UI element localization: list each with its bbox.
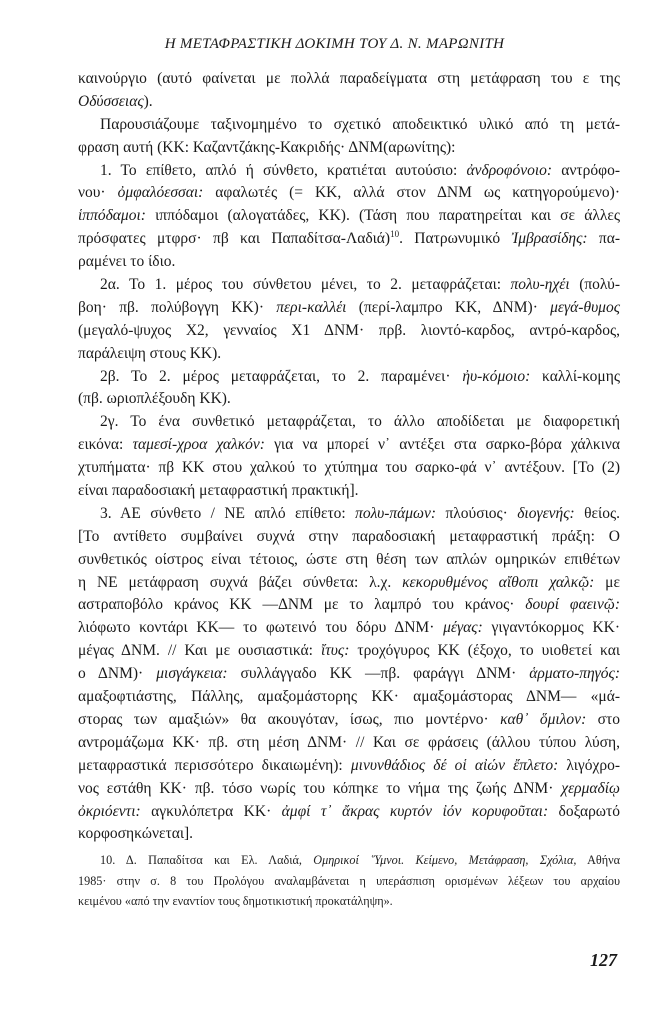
text-line (78, 366, 620, 389)
text-segment: αντρομάζωμα ΚΚ· πβ. στη μέση ΔΝΜ· // Και σε φράσεις (άλλου τύπου λύση, (78, 733, 620, 751)
text-segment: λιγόχρο- (558, 756, 621, 774)
text-line (78, 182, 620, 205)
text-line (78, 549, 620, 572)
emphasized-text: ἀνδροφόνοιο: (466, 161, 553, 179)
emphasized-text: περι-καλλέι (276, 298, 347, 316)
body-text (78, 68, 620, 846)
text-segment: αφαλωτές (= ΚΚ, αλλά στον ΔΝΜ ως κατηγορούμενο)· (203, 184, 620, 202)
emphasized-text: διογενής: (517, 504, 575, 522)
emphasized-text: μισγάγκεια: (156, 665, 228, 683)
text-segment: αγκυλόπετρα ΚΚ· (140, 802, 282, 820)
emphasized-text: καθ᾽ ὅμιλον: (500, 710, 587, 728)
text-line (78, 411, 620, 434)
text-line (78, 160, 620, 183)
emphasized-text: μινυνθάδιος δέ οἱ αἰών ἔπλετο: (350, 756, 559, 774)
text-segment: για να μπορεί ν᾽ αντέξει στα σαρκο-βόρα χάλκινα (264, 436, 620, 454)
text-line (78, 343, 620, 366)
text-line (78, 297, 620, 320)
emphasized-text: Οδύσσειας (78, 92, 144, 110)
text-segment: Αθήνα (576, 853, 620, 867)
text-segment: παράλειψη στους ΚΚ). (78, 344, 222, 362)
text-line (78, 594, 620, 617)
text-segment: (περί-λαμπρο ΚΚ, ΔΝΜ)· (346, 298, 551, 316)
text-line (78, 434, 620, 457)
footnotes (78, 850, 620, 912)
text-segment: νου· (78, 184, 118, 202)
text-segment: θείος. (574, 504, 620, 522)
text-segment: η ΝΕ μετάφραση συχνά βάζει σύνθετα: λ.χ. (78, 573, 403, 591)
text-line (78, 617, 620, 640)
text-segment: είναι παραδοσιακή μεταφραστική πρακτική]. (78, 482, 359, 500)
text-segment: βοη· πβ. πολύβογγη ΚΚ)· (78, 298, 277, 316)
text-segment: με (594, 573, 620, 591)
text-segment: . Πατρωνυμικό (399, 230, 512, 248)
text-segment: καινούργιο (αυτό φαίνεται με πολλά παραδείγματα στη μετάφραση του ε της (78, 70, 620, 87)
text-line (78, 732, 620, 755)
text-segment: 2β. Το 2. μέρος μεταφράζεται, το 2. παραμένει· (100, 367, 463, 385)
text-line (78, 778, 620, 801)
text-segment: γιγαντόκορμος ΚΚ· (482, 619, 620, 637)
text-segment: [Το αντίθετο συμβαίνει συχνά στην παραδοσιακή μεταφραστική πράξη: Ο (78, 527, 620, 545)
text-segment: ). (143, 92, 153, 110)
footnote-line (78, 871, 620, 892)
text-line (78, 503, 620, 526)
text-segment: χτυπήματα· πβ ΚΚ στου χαλκού το χτύπημα του σαρκο-φά ν᾽ αντέξουν. [Το (2) (78, 459, 620, 477)
emphasized-text: ἁρματο-πηγός: (529, 665, 620, 683)
emphasized-text: ταμεσί-χροα χαλκόν: (132, 436, 265, 454)
text-segment: 2γ. Το ένα συνθετικό μεταφράζεται, το άλλο αποδίδεται με διαφορετική (100, 413, 620, 431)
text-segment: συνθετικός οίστρος είναι τέτοιος, ώστε στη θέση των απλών ομηρικών επιθέτων (78, 550, 620, 568)
text-line (78, 274, 620, 297)
emphasized-text: κεκορυθμένος αἴθοπι χαλκῷ: (402, 573, 595, 591)
footnote-line (78, 850, 620, 871)
text-segment: ιππόδαμοι (αλογατάδες, ΚΚ). (Τάση που παρατηρείται και σε άλλες (145, 207, 620, 225)
text-segment: στορας των αμαξιών» θα ακουγόταν, ίσως, πιο μοντέρνο· (78, 710, 501, 728)
text-segment: νος εστάθη ΚΚ· πβ. τόσο νωρίς του κόπηκε το νήμα της ζωής ΔΝΜ· (78, 779, 562, 797)
emphasized-text: ὀμφαλόεσσαι: (117, 184, 204, 202)
text-line (78, 526, 620, 549)
text-segment: (μεγαλό-ψυχος Χ2, γενναίος Χ1 ΔΝΜ· πρβ. λιοντό-καρδος, αντρό-καρδος, (78, 321, 620, 339)
text-line (78, 480, 620, 503)
text-line (78, 755, 620, 778)
text-segment: (πβ. ωριοπλέξουδη ΚΚ). (78, 390, 231, 408)
text-segment: μεταφραστικά περισσότερο δικαιωμένη): (78, 756, 351, 774)
text-segment: καλλί-κομης (530, 367, 620, 385)
text-line (78, 137, 620, 160)
text-line (78, 251, 620, 274)
emphasized-text: πολυ-ηχέι (510, 276, 570, 294)
text-segment: ο ΔΝΜ)· (78, 665, 157, 683)
emphasized-text: ἠυ-κόμοιο: (462, 367, 531, 385)
text-line (78, 640, 620, 663)
text-segment: 10. Δ. Παπαδίτσα και Ελ. Λαδιά, (100, 853, 314, 867)
text-segment: εικόνα: (78, 436, 133, 454)
emphasized-text: Ἰμβρασίδης: (511, 230, 588, 248)
text-line (78, 686, 620, 709)
emphasized-text: δουρί φαεινῷ: (525, 596, 620, 614)
text-segment: συλλάγγαδο ΚΚ —πβ. φαράγγι ΔΝΜ· (227, 665, 530, 683)
text-line (78, 457, 620, 480)
text-segment: δοξαρωτό (548, 802, 620, 820)
text-segment: 2α. Το 1. μέρος του σύνθετου μένει, το 2. μεταφράζεται: (100, 276, 511, 294)
text-segment: 1. Το επίθετο, απλό ή σύνθετο, κρατιέται αυτούσιο: (100, 161, 467, 179)
text-line (78, 228, 620, 251)
text-segment: 3. ΑΕ σύνθετο / ΝΕ απλό επίθετο: (100, 504, 356, 522)
text-line (78, 205, 620, 228)
text-line (78, 114, 620, 137)
text-segment: φραση αυτή (ΚΚ: Καζαντζάκης-Κακριδής· ΔΝΜ(αρωνίτης): (78, 138, 456, 156)
emphasized-text: ὀκριόεντι: (78, 802, 141, 820)
emphasized-text: ἱππόδαμοι: (78, 207, 146, 225)
text-segment: (πολύ- (569, 276, 620, 294)
emphasized-text: χερμαδίῳ (561, 779, 620, 797)
text-line (78, 801, 620, 824)
page-number: 127 (590, 950, 617, 970)
text-segment: αμαξοφτιάστης, Πάλλης, αμαξομάστορης ΚΚ· αμαξομάστορας ΔΝΜ— «μά- (78, 688, 620, 706)
text-segment: μέγας ΔΝΜ. // Και με ουσιαστικά: (78, 642, 321, 660)
text-line (78, 388, 620, 411)
text-line (78, 709, 620, 732)
text-segment: 1985· στην σ. 8 του Προλόγου αναλαμβάνεται η υπεράσπιση ορισμένων λέξεων του αρχαίου (78, 873, 620, 888)
text-segment: πλούσιος· (436, 504, 518, 522)
footnote-ref[interactable]: 10 (390, 229, 400, 240)
text-segment: ραμένει το ίδιο. (78, 253, 176, 271)
text-segment: αντρόφο- (552, 161, 620, 179)
text-line (78, 823, 620, 846)
emphasized-text: μεγά-θυμος (550, 298, 620, 316)
text-segment: τροχόγυρος ΚΚ (έξοχο, το υιοθετεί και (349, 642, 620, 660)
text-segment: αστραποβόλο κράνος ΚΚ —ΔΝΜ με το λαμπρό του κράνος· (78, 596, 526, 614)
text-segment: Παρουσιάζουμε ταξινομημένο το σχετικό αποδεικτικό υλικό από τη μετά- (100, 115, 620, 133)
text-line (78, 663, 620, 686)
text-line (78, 572, 620, 595)
text-line (78, 68, 620, 91)
emphasized-text: ἀμφί τ᾽ ἄκρας κυρτόν ἰόν κορυφοῦται: (281, 802, 549, 820)
text-line (78, 320, 620, 343)
text-segment: πα- (587, 230, 621, 248)
emphasized-text: ἴτυς: (320, 642, 350, 660)
emphasized-text: πολυ-πάμων: (355, 504, 437, 522)
text-segment: πρόσφατες μτφρσ· πβ και Παπαδίτσα-Λαδιά) (78, 230, 391, 248)
text-segment: κειμένου «από την εναντίον τους δημοτικιστική προκατάληψη». (78, 894, 393, 908)
text-segment: στο (586, 710, 620, 728)
text-segment: λιόφωτο κοντάρι ΚΚ— το φωτεινό του δόρυ ΔΝΜ· (78, 619, 444, 637)
running-header: Η ΜΕΤΑΦΡΑΣΤΙΚΗ ΔΟΚΙΜΗ ΤΟΥ Δ. Ν. ΜΑΡΩΝΙΤΗ (164, 36, 505, 52)
emphasized-text: μέγας: (443, 619, 483, 637)
footnote-line (78, 891, 620, 912)
text-segment: κορφοσηκώνεται]. (78, 825, 194, 843)
emphasized-text: Ομηρικοί ῞Υμνοι. Κείμενο, Μετάφραση, Σχόλια, (313, 853, 577, 867)
text-line (78, 91, 620, 114)
